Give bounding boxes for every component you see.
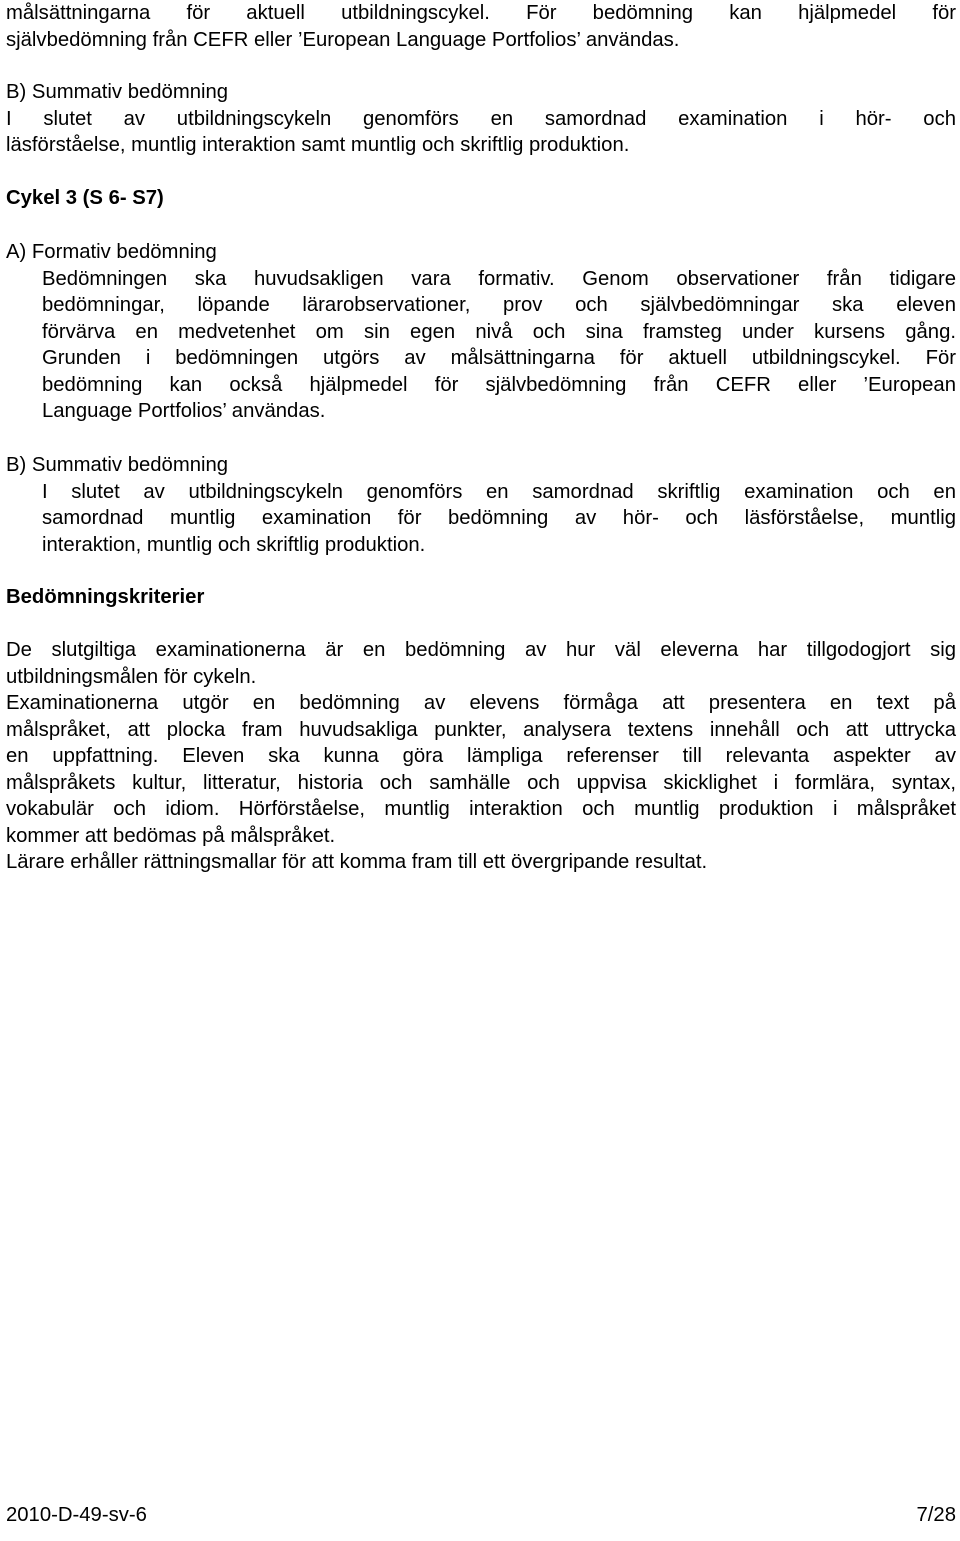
text-line: en uppfattning. Eleven ska kunna göra lämpliga referenser till relevanta aspekter av bbox=[6, 745, 956, 767]
section-heading: B) Summativ bedömning bbox=[6, 81, 229, 103]
summative-section-1 bbox=[6, 79, 956, 159]
text-line: Grunden i bedömningen utgörs av målsättningarna för aktuell utbildningscykel. För bbox=[42, 347, 956, 369]
text-line: utbildningsmålen för cykeln. bbox=[6, 665, 257, 688]
text-line: I slutet av utbildningscykeln genomförs en samordnad examination i hör- och bbox=[6, 107, 956, 130]
criteria-heading: Bedömningskriterier bbox=[6, 586, 205, 608]
text-line: förvärva en medvetenhet om sin egen nivå och sina framsteg under kursens gång. bbox=[42, 320, 956, 343]
text-line: De slutgiltiga examinationerna är en bedömning av hur väl eleverna har tillgodogjort sig bbox=[6, 639, 956, 661]
text-line: självbedömning från CEFR eller ’European Language Portfolios’ användas. bbox=[6, 28, 680, 51]
text-line: läsförståelse, muntlig interaktion samt muntlig och skriftlig produktion. bbox=[6, 134, 630, 156]
text-line: kommer att bedömas på målspråket. bbox=[6, 824, 336, 847]
text-line: vokabulär och idiom. Hörförståelse, muntlig interaktion och muntlig produktion i målspråket bbox=[6, 798, 956, 820]
text-line: I slutet av utbildningscykeln genomförs en samordnad skriftlig examination och en bbox=[42, 480, 956, 503]
text-line: Bedömningen ska huvudsakligen vara formativ. Genom observationer från tidigare bbox=[42, 267, 956, 290]
text-line: målsättningarna för aktuell utbildningscykel. För bedömning kan hjälpmedel för bbox=[6, 2, 956, 24]
text-line: samordnad muntlig examination för bedömning av hör- och läsförståelse, muntlig bbox=[42, 507, 956, 529]
criteria-body bbox=[6, 637, 956, 876]
page-footer bbox=[6, 1502, 956, 1530]
text-line: interaktion, muntlig och skriftlig produktion. bbox=[42, 533, 426, 556]
text-line: målspråkets kultur, litteratur, historia och samhälle och uppvisa skicklighet i formlära, syntax, bbox=[6, 771, 956, 794]
page-number: 7/28 bbox=[916, 1504, 956, 1526]
cycle3-heading bbox=[6, 185, 164, 212]
top-fragment bbox=[6, 0, 956, 53]
section-heading: A) Formativ bedömning bbox=[6, 241, 217, 263]
document-id: 2010-D-49-sv-6 bbox=[6, 1504, 147, 1526]
section-heading: B) Summativ bedömning bbox=[6, 454, 229, 476]
text-line: målspråket, att plocka fram huvudsakliga punkter, analysera textens innehåll och att uttrycka bbox=[6, 718, 956, 741]
text-line: Examinationerna utgör en bedömning av elevens förmåga att presentera en text på bbox=[6, 692, 956, 714]
text-line: Language Portfolios’ användas. bbox=[42, 400, 326, 422]
text-line: bedömningar, löpande lärarobservationer, prov och självbedömningar ska eleven bbox=[42, 294, 956, 316]
page-heading: Cykel 3 (S 6- S7) bbox=[6, 187, 164, 209]
formative-section bbox=[6, 239, 956, 425]
criteria-heading-block bbox=[6, 584, 204, 611]
text-line: Lärare erhåller rättningsmallar för att komma fram till ett övergripande resultat. bbox=[6, 851, 708, 873]
text-line: bedömning kan också hjälpmedel för självbedömning från CEFR eller ’European bbox=[42, 373, 956, 396]
summative-section-2 bbox=[6, 452, 956, 558]
